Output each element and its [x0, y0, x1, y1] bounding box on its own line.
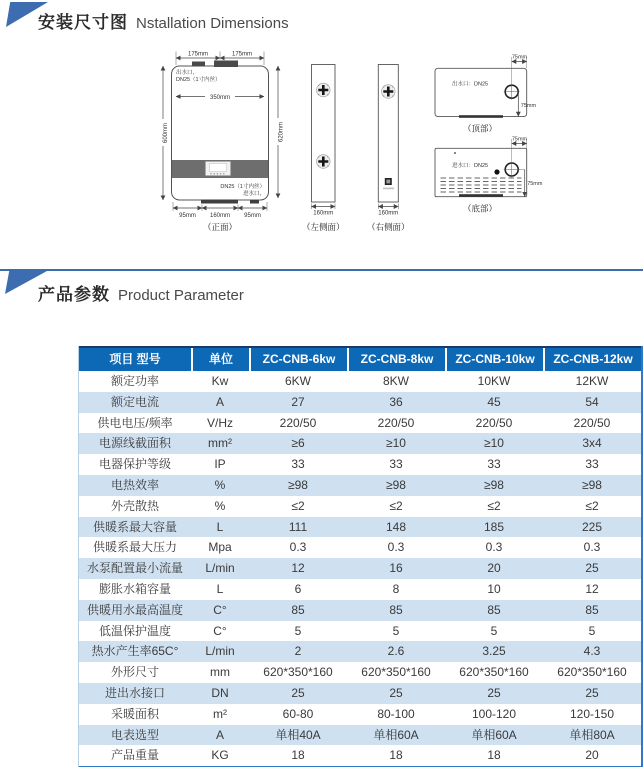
- param-name: 电器保护等级: [98, 457, 171, 472]
- inlet-note: 进水口，: [242, 191, 265, 197]
- param-value: 0.3: [583, 540, 601, 555]
- param-unit: Mpa: [208, 540, 232, 555]
- dim-label: 175mm: [231, 51, 253, 58]
- param-value: 6: [294, 581, 302, 596]
- param-unit: L: [216, 519, 224, 534]
- dim-label: 160mm: [313, 210, 334, 217]
- param-unit: Kw: [211, 374, 229, 388]
- param-value: 25: [585, 561, 599, 576]
- param-unit: A: [215, 727, 224, 742]
- front-view: [163, 52, 285, 233]
- param-name: 供电电压/频率: [97, 415, 173, 430]
- param-value: 5: [294, 623, 302, 638]
- param-value: 12KW: [575, 374, 609, 388]
- param-value: 620*350*160: [557, 665, 627, 680]
- dim-label: 75mm: [520, 103, 537, 109]
- section-title-zh: 产品参数: [38, 285, 110, 304]
- bracket: [459, 115, 503, 118]
- param-value: 12: [291, 561, 305, 576]
- param-value: 85: [585, 602, 599, 617]
- dim-label: 95mm: [244, 213, 261, 219]
- param-value: 8: [392, 581, 400, 596]
- param-name: 进出水接口: [104, 685, 165, 700]
- table-row: [79, 745, 641, 766]
- param-value: 25: [291, 685, 305, 700]
- product-parameter-table: [78, 346, 643, 767]
- param-unit: L/min: [205, 561, 235, 576]
- mounting-knob-icon: [382, 85, 396, 99]
- table-body: [79, 371, 641, 766]
- table-row: [79, 579, 641, 600]
- param-unit: %: [214, 498, 226, 513]
- param-value: ≤2: [487, 498, 501, 513]
- param-value: ≤2: [291, 498, 305, 513]
- param-value: 220/50: [475, 415, 513, 430]
- param-value: 33: [389, 457, 403, 472]
- tiny-caption: [383, 188, 394, 190]
- param-unit: C°: [213, 623, 227, 638]
- view-label-left: （左侧面）: [302, 222, 345, 232]
- param-unit: V/Hz: [206, 415, 233, 430]
- dim-label: 175mm: [187, 51, 209, 58]
- param-name: 外形尺寸: [110, 665, 159, 680]
- param-value: 54: [585, 394, 599, 409]
- bracket: [459, 194, 503, 197]
- param-unit: C°: [213, 602, 227, 617]
- table-row: [79, 475, 641, 496]
- table-row: [79, 704, 641, 725]
- table-row: [79, 683, 641, 704]
- table-row: [79, 392, 641, 413]
- port-note: 出水口：DN25: [452, 81, 489, 88]
- section-title-en: Product Parameter: [118, 287, 244, 304]
- bracket: [192, 62, 205, 67]
- section-title-zh: 安装尺寸图: [38, 13, 128, 32]
- dim-label: 75mm: [527, 181, 543, 187]
- param-value: ≤2: [389, 498, 403, 513]
- param-value: 225: [581, 519, 603, 534]
- section-title-installation: [38, 8, 289, 33]
- param-value: 85: [291, 602, 305, 617]
- param-value: 85: [389, 602, 403, 617]
- param-value: 10KW: [477, 374, 511, 388]
- section-title-parameters: [38, 280, 244, 305]
- param-unit: mm: [210, 665, 230, 680]
- dim-label: 95mm: [179, 213, 196, 219]
- param-value: 80-100: [377, 706, 415, 721]
- table-row: [79, 558, 641, 579]
- param-name: 额定功率: [110, 374, 159, 388]
- param-value: 16: [389, 561, 403, 576]
- param-value: 18: [487, 748, 501, 763]
- param-value: 33: [487, 457, 501, 472]
- param-value: 220/50: [279, 415, 317, 430]
- dim-label: 75mm: [511, 136, 528, 143]
- bracket: [250, 200, 259, 204]
- drain-dot-icon: [494, 169, 499, 174]
- param-name: 供暖用水最高温度: [86, 602, 183, 617]
- table-row: [79, 621, 641, 642]
- table-row: [79, 537, 641, 558]
- param-value: ≥6: [291, 436, 305, 451]
- param-value: 20: [487, 561, 501, 576]
- view-label-right: （右侧面）: [367, 222, 410, 232]
- param-value: 2.6: [387, 644, 405, 659]
- bottom-view: [435, 137, 543, 214]
- param-unit: IP: [214, 457, 226, 472]
- wiring-port-inner: [386, 180, 390, 184]
- left-side-view: [302, 65, 345, 233]
- inlet-note: DN25（1寸内丝）: [220, 184, 265, 190]
- param-value: 5: [392, 623, 400, 638]
- mounting-knob-icon: [317, 155, 331, 169]
- port-note: 进水口：DN25: [452, 163, 489, 169]
- param-unit: L: [216, 581, 224, 596]
- param-value: 25: [585, 685, 599, 700]
- param-value: ≥10: [484, 436, 504, 451]
- table-row: [79, 662, 641, 683]
- param-value: ≤2: [585, 498, 599, 513]
- param-value: 单相40A: [275, 727, 321, 742]
- column-header-unit: 单位: [191, 348, 249, 371]
- param-value: 85: [487, 602, 501, 617]
- param-value: 148: [385, 519, 407, 534]
- top-view: [435, 55, 536, 134]
- param-value: 120-150: [569, 706, 615, 721]
- param-value: 25: [487, 685, 501, 700]
- param-value: ≥10: [386, 436, 406, 451]
- table-header-row: [79, 346, 641, 371]
- table-row: [79, 413, 641, 434]
- param-value: 27: [291, 394, 305, 409]
- param-value: ≥98: [386, 477, 406, 492]
- column-header-model: ZC-CNB-12kw: [543, 348, 641, 371]
- param-name: 电表选型: [110, 727, 159, 742]
- dim-label: 350mm: [209, 94, 231, 101]
- param-name: 外壳散热: [110, 498, 159, 513]
- mounting-knob-icon: [317, 83, 331, 97]
- table-row: [79, 496, 641, 517]
- param-value: 5: [490, 623, 498, 638]
- param-value: 0.3: [485, 540, 503, 555]
- param-unit: DN: [211, 685, 229, 700]
- outlet-note: DN25（1寸内丝）: [176, 77, 221, 83]
- param-value: 2: [294, 644, 302, 659]
- param-value: 100-120: [471, 706, 517, 721]
- param-value: 25: [389, 685, 403, 700]
- dim-label: 620mm: [278, 121, 285, 143]
- param-value: 12: [585, 581, 599, 596]
- param-name: 采暖面积: [110, 706, 159, 721]
- param-value: 620*350*160: [361, 665, 431, 680]
- table-row: [79, 725, 641, 746]
- param-name: 额定电流: [110, 394, 159, 409]
- param-value: 单相80A: [569, 727, 615, 742]
- table-row: [79, 517, 641, 538]
- param-name: 电源线截面积: [98, 436, 171, 451]
- param-unit: A: [215, 394, 224, 409]
- param-value: 4.3: [583, 644, 601, 659]
- param-value: 10: [487, 581, 501, 596]
- param-unit: KG: [211, 748, 229, 763]
- installation-dimensions-drawing: [0, 45, 643, 263]
- dim-label: 75mm: [511, 54, 528, 61]
- param-value: 3x4: [582, 436, 602, 451]
- param-value: 18: [389, 748, 403, 763]
- param-value: 620*350*160: [263, 665, 333, 680]
- param-value: 20: [585, 748, 599, 763]
- param-name: 热水产生率65C°: [91, 644, 179, 659]
- param-unit: m²: [213, 706, 227, 721]
- column-header-model: ZC-CNB-6kw: [249, 348, 347, 371]
- view-label-top: （顶部）: [462, 123, 498, 134]
- dim-label: 160mm: [378, 210, 399, 217]
- bracket: [201, 200, 238, 204]
- param-value: ≥98: [582, 477, 602, 492]
- param-value: ≥98: [484, 477, 504, 492]
- param-value: 111: [288, 519, 308, 534]
- param-value: 单相60A: [471, 727, 517, 742]
- table-row: [79, 371, 641, 392]
- param-name: 水泵配置最小流量: [86, 561, 183, 576]
- param-value: 0.3: [289, 540, 307, 555]
- param-value: 220/50: [377, 415, 415, 430]
- param-value: 3.25: [482, 644, 506, 659]
- param-value: 620*350*160: [459, 665, 529, 680]
- param-name: 供暖系最大压力: [92, 540, 177, 555]
- table-row: [79, 600, 641, 621]
- column-header-model: ZC-CNB-10kw: [445, 348, 543, 371]
- param-value: 0.3: [387, 540, 405, 555]
- table-row: [79, 433, 641, 454]
- display-screen: [210, 164, 227, 172]
- param-value: 36: [389, 394, 403, 409]
- param-unit: mm²: [208, 436, 232, 451]
- dim-label: 600mm: [163, 122, 169, 144]
- param-name: 产品重量: [110, 748, 159, 763]
- dim-label: 160mm: [209, 213, 231, 219]
- param-value: 33: [291, 457, 305, 472]
- param-value: 8KW: [382, 374, 409, 388]
- param-value: 185: [483, 519, 505, 534]
- param-value: 220/50: [573, 415, 611, 430]
- param-name: 电热效率: [110, 477, 159, 492]
- bracket: [214, 61, 238, 68]
- param-value: 45: [487, 394, 501, 409]
- param-value: 5: [588, 623, 596, 638]
- view-label-front: （正面）: [202, 222, 238, 232]
- param-value: 单相60A: [373, 727, 419, 742]
- param-unit: L/min: [205, 644, 235, 659]
- param-value: 60-80: [282, 706, 314, 721]
- table-row: [79, 641, 641, 662]
- param-value: 18: [291, 748, 305, 763]
- param-name: 膨胀水箱容量: [98, 581, 171, 596]
- param-unit: %: [214, 477, 226, 492]
- view-label-bottom: （底部）: [462, 203, 498, 214]
- param-name: 低温保护温度: [98, 623, 171, 638]
- right-side-view: [367, 65, 410, 233]
- param-value: ≥98: [288, 477, 308, 492]
- outlet-note: 出水口，: [176, 70, 199, 76]
- section-divider-line: [0, 269, 643, 271]
- param-value: 33: [585, 457, 599, 472]
- table-row: [79, 454, 641, 475]
- param-name: 供暖系最大容量: [92, 519, 177, 534]
- column-header-model: ZC-CNB-8kw: [347, 348, 445, 371]
- column-header-item: 项目 型号: [109, 352, 161, 366]
- param-value: 6KW: [284, 374, 311, 388]
- section-title-en: Nstallation Dimensions: [136, 15, 289, 32]
